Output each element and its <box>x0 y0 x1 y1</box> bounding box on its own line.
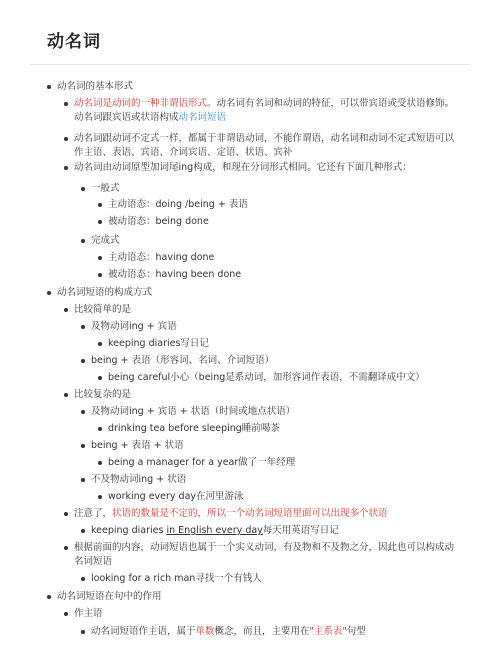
example-being-manager: being a manager for a year做了一年经理 <box>108 457 296 468</box>
list-item-verb-phrase: 根据前面的内容，动词短语也属于一个实义动词，有及物和不及物之分，因此也可以构成动 <box>74 542 455 553</box>
text-span: 动名词跟宾语或状语构成 <box>74 112 179 123</box>
bullet-dot <box>98 203 102 207</box>
list-item-transitive-adverbial: 及物动词ing + 宾语 + 状语（时间或地点状语） <box>91 406 296 417</box>
bullet-dot <box>81 239 85 243</box>
example-being-careful: being careful小心（being是系动词，加形容词作表语，不需翻译成中文） <box>108 372 425 383</box>
section-heading-sentence-role: 动名词短语在句中的作用 <box>57 591 162 602</box>
text-span: 概念，而且，主要用在 <box>214 626 310 637</box>
bullet-dot <box>81 444 85 448</box>
bullet-dot <box>64 546 68 550</box>
bullet-dot <box>98 376 102 380</box>
list-item-perfect-form: 完成式 <box>91 235 120 246</box>
section-heading-basic-forms: 动名词的基本形式 <box>57 81 134 92</box>
bullet-dot <box>98 273 102 277</box>
bullet-dot <box>98 256 102 260</box>
list-item-intransitive-adverbial: 不及物动词ing + 状语 <box>91 474 187 485</box>
list-item-subject-singular <box>91 625 366 639</box>
list-item-more-complex: 比较复杂的是 <box>74 389 132 400</box>
bullet-dot <box>81 577 85 581</box>
highlight-text: 动名词是动词的一种非谓语形式。 <box>74 98 217 109</box>
bullet-dot <box>64 393 68 397</box>
bullet-dot <box>81 529 85 533</box>
bullet-dot <box>47 595 51 599</box>
list-item-simple-form: 一般式 <box>91 183 120 194</box>
page-title: 动名词 <box>47 32 101 52</box>
bullet-dot <box>47 85 51 89</box>
text-span: 每天用英语写日记 <box>262 525 339 536</box>
list-item-perfect-passive: 被动语态：having been done <box>108 269 242 280</box>
list-item-being-predicative: being + 表语（形容词、名词、介词短语） <box>91 355 275 366</box>
list-item-note <box>74 507 388 521</box>
list-item-nonfinite: 动名词跟动词不定式一样，都属于非谓语动词，不能作谓语，动名词和动词不定式短语可以 <box>74 133 455 144</box>
list-item-formation: 动名词由动词原型加词尾ing构成，和现在分词形式相同。它还有下面几种形式： <box>74 162 412 173</box>
list-item-being-adverbial: being + 表语 + 状语 <box>91 440 184 451</box>
list-item-verb-phrase-cont: 名词短语 <box>74 556 113 567</box>
bullet-dot <box>81 410 85 414</box>
bullet-dot <box>81 359 85 363</box>
section-heading-phrase-construction: 动名词短语的构成方式 <box>57 287 153 298</box>
bullet-dot <box>81 325 85 329</box>
list-item-definition <box>74 97 454 111</box>
example-working-every-day: working every day在河里游泳 <box>108 491 244 502</box>
bullet-dot <box>64 612 68 616</box>
list-item-perfect-active: 主动语态：having done <box>108 252 215 263</box>
bullet-dot <box>64 166 68 170</box>
bullet-dot <box>98 342 102 346</box>
example-keeping-diaries-english <box>91 524 339 538</box>
bullet-dot <box>98 427 102 431</box>
gerund-phrase-link[interactable]: 动名词短语 <box>178 112 227 123</box>
bullet-dot <box>47 291 51 295</box>
bullet-dot <box>98 495 102 499</box>
list-item-simpler: 比较简单的是 <box>74 304 132 315</box>
bullet-dot <box>64 102 68 106</box>
text-span: 动名词有名词和动词的特征，可以带宾语或受状语修饰。 <box>216 98 455 109</box>
text-span: 句型 <box>346 626 366 637</box>
list-item-transitive-object: 及物动词ing + 宾语 <box>91 321 177 332</box>
list-item-active-voice: 主动语态：doing /being + 表语 <box>108 199 248 210</box>
bullet-dot <box>98 220 102 224</box>
title-divider <box>30 64 470 65</box>
underlined-text: in English every day <box>166 525 263 536</box>
bullet-dot <box>64 512 68 516</box>
bullet-dot <box>81 478 85 482</box>
bullet-dot <box>81 187 85 191</box>
list-item-definition-cont <box>74 111 226 125</box>
highlight-text: 状语的数量是不定的，所以一个动名词短语里面可以出现多个状语 <box>112 508 388 519</box>
bullet-dot <box>64 137 68 141</box>
text-span: keeping diaries <box>91 525 167 536</box>
list-item-nonfinite-cont: 作主语、表语、宾语、介词宾语、定语、状语、宾补 <box>74 147 293 158</box>
example-drinking-tea: drinking tea before sleeping睡前喝茶 <box>108 423 280 434</box>
highlight-text: "主系表" <box>309 626 347 637</box>
example-keeping-diaries: keeping diaries写日记 <box>108 338 209 349</box>
highlight-text: 单数 <box>195 626 215 637</box>
list-item-as-subject: 作主语 <box>74 608 103 619</box>
bullet-dot <box>64 308 68 312</box>
bullet-dot <box>98 461 102 465</box>
bullet-dot <box>81 630 85 634</box>
text-span: 注意了， <box>74 508 113 519</box>
list-item-passive-voice: 被动语态：being done <box>108 216 209 227</box>
example-looking-for: looking for a rich man寻找一个有钱人 <box>91 573 262 584</box>
text-span: 动名词短语作主语，属于 <box>91 626 196 637</box>
